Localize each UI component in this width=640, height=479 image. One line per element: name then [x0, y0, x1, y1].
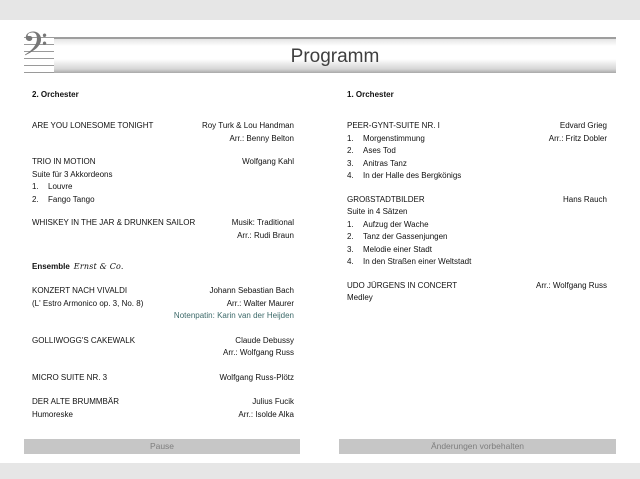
- movement-item: 1. Morgenstimmung: [347, 133, 425, 143]
- movement-item: 4. In den Straßen einer Weltstadt: [347, 257, 472, 266]
- arranger: Arr.: Wolfgang Russ: [223, 348, 294, 357]
- piece-subtitle: Suite für 3 Akkordeons: [32, 169, 113, 179]
- composer: Johann Sebastian Bach: [209, 286, 294, 295]
- movement-item: 3. Anitras Tanz: [347, 158, 407, 168]
- composer: Edvard Grieg: [559, 121, 607, 130]
- program-item: [32, 120, 294, 145]
- composer: Musik: Traditional: [231, 218, 294, 227]
- composer: Julius Fucik: [252, 397, 294, 406]
- bottom-margin-strip: [0, 463, 640, 479]
- movement-item: 4. In der Halle des Bergkönigs: [347, 171, 462, 180]
- arranger: Arr.: Walter Maurer: [226, 298, 294, 308]
- movement-item: 2. Ases Tod: [347, 146, 396, 155]
- program-item: [32, 396, 294, 421]
- top-margin-strip: [0, 0, 640, 20]
- right-column: [347, 80, 607, 305]
- piece-title: KONZERT NACH VIVALDI: [32, 286, 128, 295]
- movement-item: 2. Tanz der Gassenjungen: [347, 232, 448, 241]
- piece-title: MICRO SUITE NR. 3: [32, 372, 108, 382]
- section-title-1-orchester: 1. Orchester: [347, 90, 394, 99]
- piece-subtitle: Medley: [347, 293, 373, 302]
- piece-title: TRIO IN MOTION: [32, 157, 96, 166]
- footer-notice-bar: Änderungen vorbehalten: [339, 439, 616, 454]
- piece-title: WHISKEY IN THE JAR & DRUNKEN SAILOR: [32, 218, 196, 227]
- header-banner: [54, 37, 616, 73]
- section-title-2-orchester: 2. Orchester: [32, 90, 79, 99]
- piece-title: PEER-GYNT-SUITE NR. I: [347, 121, 440, 130]
- piece-title: GROßSTADTBILDER: [347, 194, 425, 204]
- piece-title: UDO JÜRGENS IN CONCERT: [347, 280, 458, 290]
- sponsor-note: Notenpatin: Karin van der Heijden: [173, 311, 294, 320]
- movement-item: 2. Fango Tango: [32, 194, 95, 204]
- arranger: Arr.: Benny Belton: [229, 133, 294, 143]
- program-item: [347, 194, 607, 269]
- piece-title: GOLLIWOGG'S CAKEWALK: [32, 335, 136, 345]
- composer: Claude Debussy: [235, 335, 294, 345]
- composer: Roy Turk & Lou Handman: [201, 121, 294, 130]
- program-item: [32, 285, 294, 323]
- program-item: [347, 280, 607, 305]
- arranger: Arr.: Isolde Alka: [238, 409, 294, 419]
- arranger: Arr.: Fritz Dobler: [548, 133, 607, 143]
- piece-subtitle: (L' Estro Armonico op. 3, No. 8): [32, 298, 144, 308]
- left-column: [32, 80, 294, 421]
- movement-item: 1. Aufzug der Wache: [347, 219, 429, 229]
- ensemble-name: Ernst & Co.: [73, 262, 124, 271]
- piece-subtitle: Suite in 4 Sätzen: [347, 207, 408, 216]
- program-item: [347, 120, 607, 183]
- page-title: Programm: [290, 46, 380, 67]
- program-item: [32, 372, 294, 385]
- composer: Wolfgang Kahl: [242, 157, 294, 166]
- section-title-ensemble: Ensemble Ernst & Co.: [32, 262, 124, 271]
- piece-title: DER ALTE BRUMMBÄR: [32, 397, 119, 406]
- program-item: [32, 217, 294, 242]
- footer-pause-bar: Pause: [24, 439, 300, 454]
- program-item: [32, 156, 294, 206]
- composer: Hans Rauch: [562, 194, 607, 204]
- program-item: [32, 335, 294, 360]
- composer: Wolfgang Russ-Plötz: [219, 372, 294, 382]
- bass-clef-icon: 𝄢: [22, 26, 48, 72]
- arranger: Arr.: Wolfgang Russ: [536, 280, 607, 290]
- piece-title: ARE YOU LONESOME TONIGHT: [32, 121, 154, 130]
- movement-item: 3. Melodie einer Stadt: [347, 244, 432, 254]
- movement-item: 1. Louvre: [32, 182, 73, 191]
- piece-subtitle: Humoreske: [32, 409, 73, 419]
- arranger: Arr.: Rudi Braun: [237, 230, 294, 240]
